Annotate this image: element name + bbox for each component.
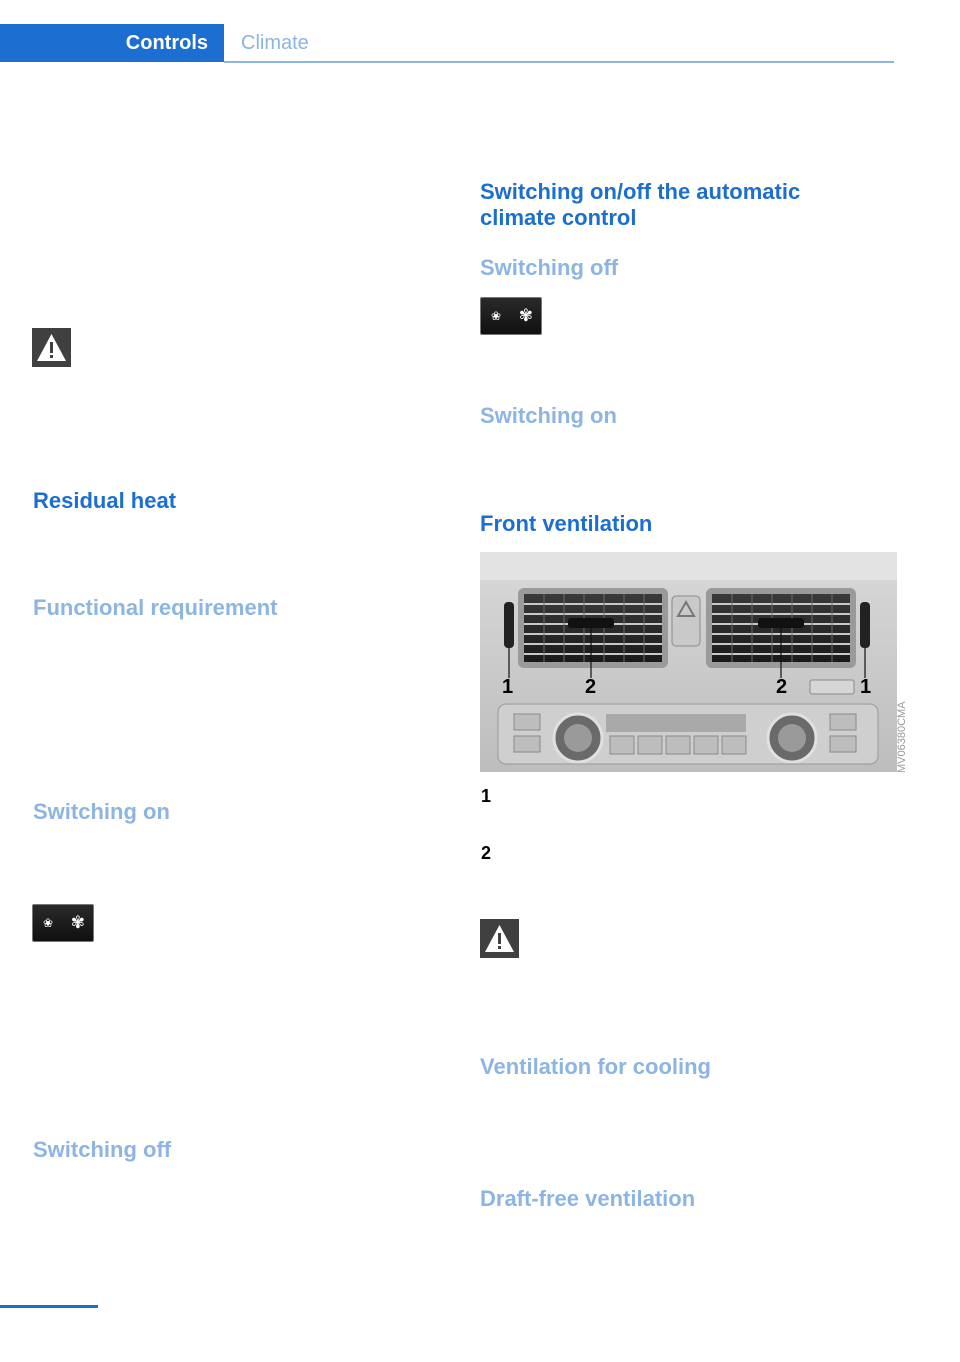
legend-item-1: 1: [481, 786, 492, 806]
heading-switching-off-right: Switching off: [480, 255, 619, 280]
heading-switching-on-left: Switching on: [33, 799, 170, 824]
header-divider: [224, 61, 894, 63]
heading-front-ventilation: Front ventilation: [480, 511, 653, 536]
fan-small-icon: ❀: [43, 916, 54, 930]
heading-functional-requirement: Functional requirement: [33, 595, 278, 620]
warning-triangle-icon: [480, 919, 519, 958]
fan-large-icon: ✾: [518, 306, 533, 325]
front-ventilation-illustration: [480, 552, 897, 772]
heading-switching-on-off-acc: [480, 179, 800, 231]
heading-line-1: Switching on/off the automatic: [480, 179, 801, 204]
heading-ventilation-for-cooling: Ventilation for cooling: [480, 1054, 711, 1079]
heading-residual-heat: Residual heat: [33, 488, 177, 513]
illustration-code: MV06380CMA: [896, 701, 908, 773]
legend-item-2: 2: [481, 843, 492, 863]
heading-switching-off-left: Switching off: [33, 1137, 172, 1162]
callout-1-left: 1: [502, 676, 514, 698]
tab-climate[interactable]: Climate: [241, 31, 309, 54]
callout-1-right: 1: [860, 676, 872, 698]
callout-2-left: 2: [585, 676, 597, 698]
callout-2-right: 2: [776, 676, 788, 698]
footer-divider: [0, 1305, 98, 1308]
fan-large-icon: ✾: [70, 913, 85, 932]
fan-small-icon: ❀: [491, 309, 502, 323]
warning-triangle-icon: [32, 328, 71, 367]
heading-switching-on-right: Switching on: [480, 403, 617, 428]
fan-button-icon: [480, 297, 542, 335]
tab-controls[interactable]: Controls: [0, 24, 224, 62]
fan-button-icon: [32, 904, 94, 942]
heading-line-2: climate control: [480, 205, 637, 230]
heading-draft-free-ventilation: Draft-free ventilation: [480, 1186, 696, 1211]
